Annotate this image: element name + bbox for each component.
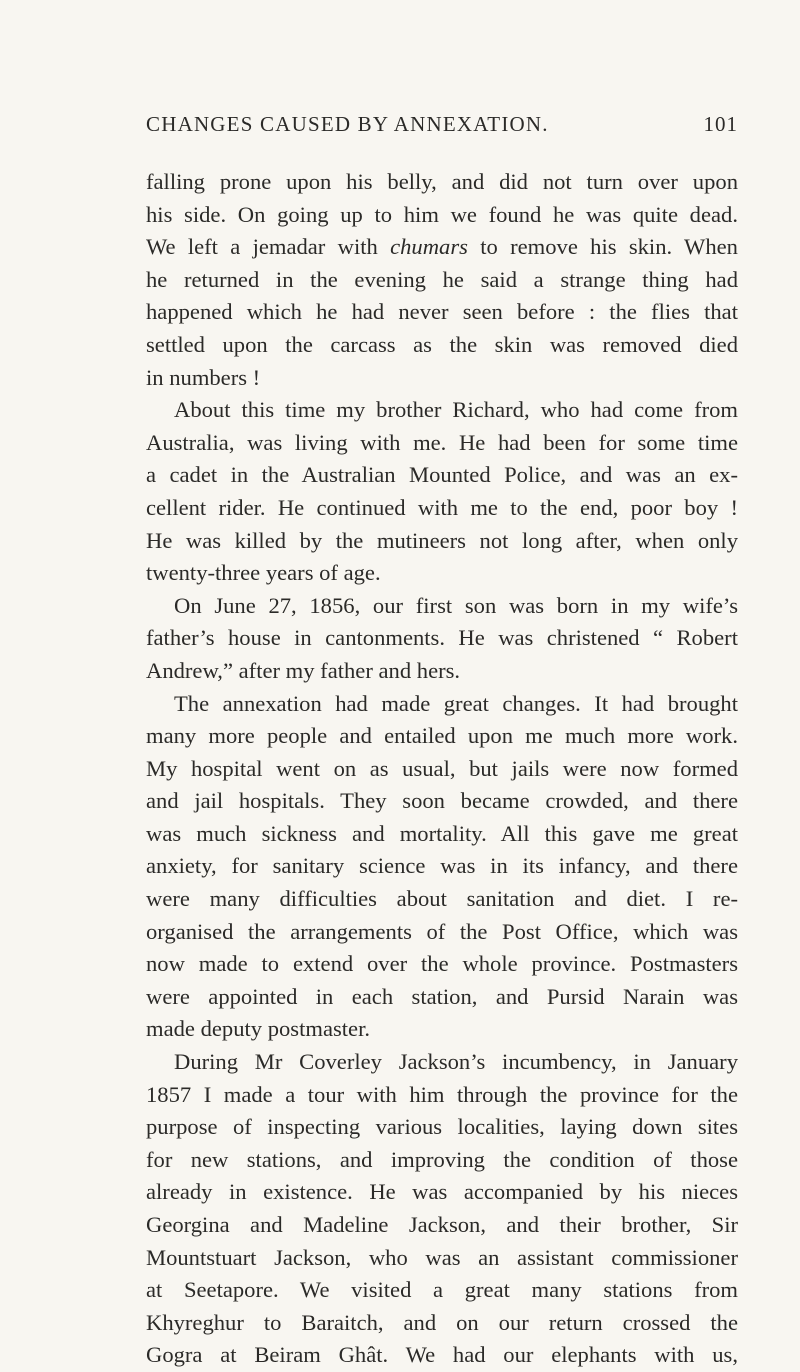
text-line: many more people and entailed upon me much more work. <box>146 723 738 749</box>
text-line: On June 27, 1856, our first son was born in my wife’s <box>174 592 738 618</box>
text-line: Australia, was living with me. He had been for some time <box>146 429 738 455</box>
text-line: During Mr Coverley Jackson’s incumbency, in January <box>174 1049 738 1075</box>
italic-term: chumars <box>390 234 468 260</box>
text-line: already in existence. He was accompanied by his nieces <box>146 1179 738 1205</box>
text-line: was much sickness and mortality. All this gave me great <box>146 820 738 846</box>
text-line: at Seetapore. We visited a great many stations from <box>146 1277 738 1303</box>
text-line: cellent rider. He continued with me to the end, poor boy ! <box>146 494 738 520</box>
text-line: My hospital went on as usual, but jails were now formed <box>146 755 738 781</box>
text-line: and jail hospitals. They soon became crowded, and there <box>146 788 738 814</box>
text-line: settled upon the carcass as the skin was removed died <box>146 331 738 357</box>
text-line: Gogra at Beiram Ghât. We had our elephants with us, <box>146 1342 738 1368</box>
text-line: Khyreghur to Baraitch, and on our return crossed the <box>146 1309 738 1335</box>
text-line: in numbers ! <box>146 364 261 390</box>
text-line: were many difficulties about sanitation and diet. I re- <box>146 886 738 912</box>
text-line: 1857 I made a tour with him through the province for the <box>146 1081 738 1107</box>
chapter-title: CHANGES CAUSED BY ANNEXATION. <box>146 112 549 136</box>
text-line: now made to extend over the whole province. Postmasters <box>146 951 738 977</box>
text-line: organised the arrangements of the Post Office, which was <box>146 918 738 944</box>
text-line: a cadet in the Australian Mounted Police, and was an ex- <box>146 462 738 488</box>
text-line: Georgina and Madeline Jackson, and their brother, Sir <box>146 1212 738 1237</box>
text-line: Mountstuart Jackson, who was an assistant commissioner <box>146 1244 738 1270</box>
text-segment: to remove his skin. When <box>467 234 738 260</box>
text-line <box>146 231 738 264</box>
text-line: he returned in the evening he said a strange thing had <box>146 266 738 292</box>
text-line: The annexation had made great changes. It had brought <box>174 690 738 716</box>
running-head <box>146 112 738 142</box>
text-line: twenty-three years of age. <box>146 560 381 586</box>
text-line: father’s house in cantonments. He was christened “ Robert <box>146 625 738 651</box>
text-line: his side. On going up to him we found he was quite dead. <box>146 201 738 227</box>
text-line: falling prone upon his belly, and did not turn over upon <box>146 169 738 194</box>
body-text <box>146 166 738 1372</box>
text-line: happened which he had never seen before : the flies that <box>146 299 738 325</box>
text-line: He was killed by the mutineers not long after, when only <box>146 527 738 553</box>
text-line: for new stations, and improving the condition of those <box>146 1146 738 1172</box>
text-line: anxiety, for sanitary science was in its infancy, and there <box>146 853 738 879</box>
text-line: About this time my brother Richard, who had come from <box>174 397 738 423</box>
text-line: made deputy postmaster. <box>146 1016 371 1042</box>
text-line: Andrew,” after my father and hers. <box>146 657 461 683</box>
page-number: 101 <box>703 112 738 136</box>
text-line: were appointed in each station, and Pursid Narain was <box>146 983 738 1009</box>
text-line: purpose of inspecting various localities, laying down sites <box>146 1114 738 1140</box>
text-segment: We left a jemadar with <box>146 234 391 260</box>
